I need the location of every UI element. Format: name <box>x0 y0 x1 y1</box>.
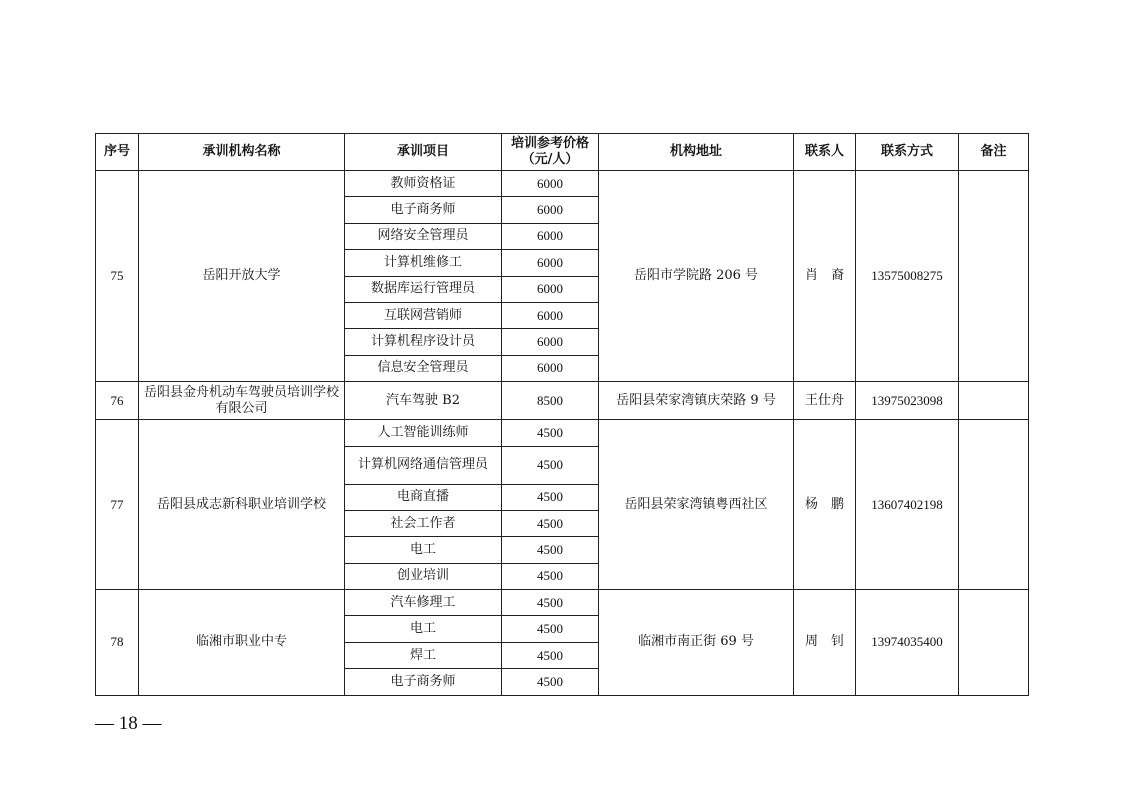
project-cell: 创业培训 <box>345 563 502 589</box>
address-cell: 岳阳县荣家湾镇粤西社区 <box>599 420 794 590</box>
table-row <box>96 420 1029 446</box>
table-body <box>96 171 1029 696</box>
address-cell: 临湘市南正街 69 号 <box>599 590 794 696</box>
phone-cell: 13974035400 <box>856 590 959 696</box>
price-cell: 4500 <box>502 510 599 536</box>
header-price: 培训参考价格（元/人） <box>502 134 599 171</box>
table-row <box>96 171 1029 197</box>
project-cell: 数据库运行管理员 <box>345 276 502 302</box>
price-cell: 4500 <box>502 484 599 510</box>
project-cell: 电工 <box>345 537 502 563</box>
seq-cell: 78 <box>96 590 139 696</box>
header-contact: 联系人 <box>794 134 856 171</box>
price-cell: 6000 <box>502 171 599 197</box>
address-cell: 岳阳市学院路 206 号 <box>599 171 794 382</box>
project-cell: 电工 <box>345 616 502 642</box>
org-name-cell: 岳阳县金舟机动车驾驶员培训学校有限公司 <box>139 382 345 420</box>
table-header-row <box>96 134 1029 171</box>
price-cell: 4500 <box>502 642 599 668</box>
remark-cell <box>959 382 1029 420</box>
price-cell: 6000 <box>502 355 599 381</box>
price-cell: 4500 <box>502 537 599 563</box>
project-cell: 焊工 <box>345 642 502 668</box>
table-row <box>96 590 1029 616</box>
org-name-cell: 临湘市职业中专 <box>139 590 345 696</box>
contact-cell: 杨 鹏 <box>794 420 856 590</box>
org-name-cell: 岳阳开放大学 <box>139 171 345 382</box>
price-cell: 4500 <box>502 563 599 589</box>
project-cell: 计算机网络通信管理员 <box>345 446 502 484</box>
price-cell: 4500 <box>502 616 599 642</box>
project-cell: 互联网营销师 <box>345 302 502 328</box>
project-cell: 网络安全管理员 <box>345 223 502 249</box>
price-cell: 6000 <box>502 302 599 328</box>
org-name-cell: 岳阳县成志新科职业培训学校 <box>139 420 345 590</box>
project-cell: 电子商务师 <box>345 669 502 695</box>
price-cell: 4500 <box>502 669 599 695</box>
phone-cell: 13607402198 <box>856 420 959 590</box>
project-cell: 教师资格证 <box>345 171 502 197</box>
training-institution-table <box>95 133 1029 696</box>
page-number: — 18 — <box>95 713 162 734</box>
header-remark: 备注 <box>959 134 1029 171</box>
header-address: 机构地址 <box>599 134 794 171</box>
project-cell: 社会工作者 <box>345 510 502 536</box>
contact-cell: 周 钊 <box>794 590 856 696</box>
table-row <box>96 382 1029 420</box>
remark-cell <box>959 171 1029 382</box>
price-cell: 6000 <box>502 197 599 223</box>
price-cell: 6000 <box>502 250 599 276</box>
address-cell: 岳阳县荣家湾镇庆荣路 9 号 <box>599 382 794 420</box>
contact-cell: 肖 裔 <box>794 171 856 382</box>
remark-cell <box>959 590 1029 696</box>
contact-cell: 王仕舟 <box>794 382 856 420</box>
header-phone: 联系方式 <box>856 134 959 171</box>
project-cell: 人工智能训练师 <box>345 420 502 446</box>
price-cell: 6000 <box>502 223 599 249</box>
price-cell: 6000 <box>502 276 599 302</box>
project-cell: 电子商务师 <box>345 197 502 223</box>
project-cell: 汽车驾驶 B2 <box>345 382 502 420</box>
price-cell: 4500 <box>502 420 599 446</box>
header-org: 承训机构名称 <box>139 134 345 171</box>
price-cell: 4500 <box>502 446 599 484</box>
header-project: 承训项目 <box>345 134 502 171</box>
phone-cell: 13575008275 <box>856 171 959 382</box>
price-cell: 4500 <box>502 590 599 616</box>
price-cell: 6000 <box>502 329 599 355</box>
project-cell: 汽车修理工 <box>345 590 502 616</box>
project-cell: 电商直播 <box>345 484 502 510</box>
project-cell: 计算机程序设计员 <box>345 329 502 355</box>
header-seq: 序号 <box>96 134 139 171</box>
seq-cell: 76 <box>96 382 139 420</box>
price-cell: 8500 <box>502 382 599 420</box>
seq-cell: 77 <box>96 420 139 590</box>
phone-cell: 13975023098 <box>856 382 959 420</box>
project-cell: 信息安全管理员 <box>345 355 502 381</box>
project-cell: 计算机维修工 <box>345 250 502 276</box>
seq-cell: 75 <box>96 171 139 382</box>
remark-cell <box>959 420 1029 590</box>
